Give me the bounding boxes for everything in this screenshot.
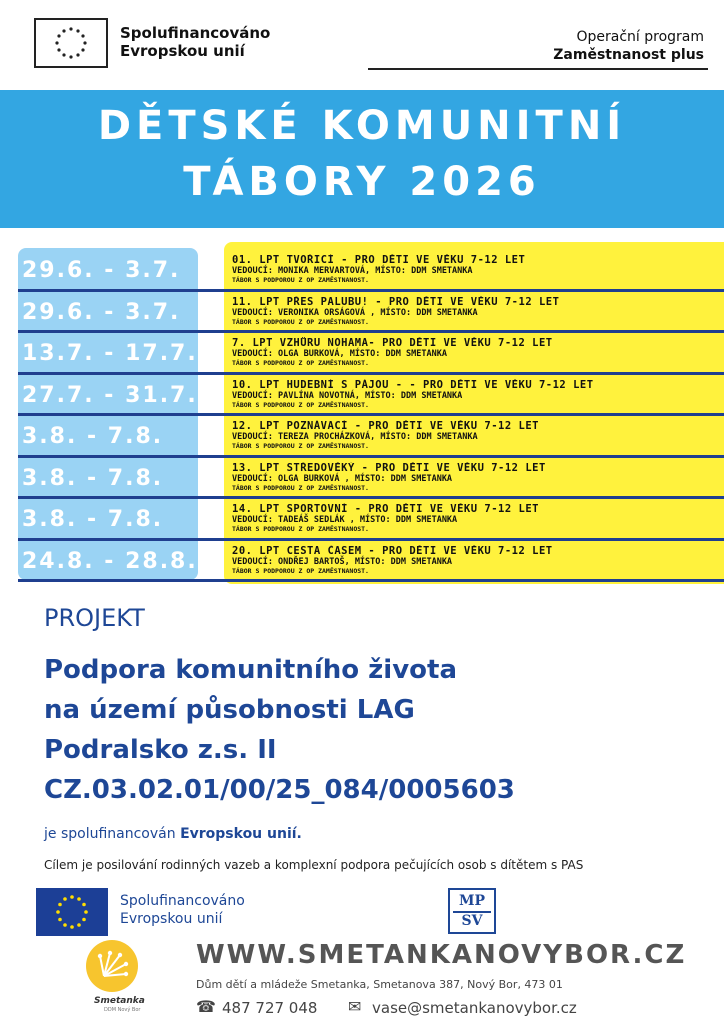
row-divider bbox=[18, 330, 724, 333]
title-line2: TÁBORY 2026 bbox=[183, 159, 541, 205]
row-divider bbox=[18, 413, 724, 416]
project-title-line: Podpora komunitního života bbox=[44, 655, 458, 685]
camp-dates: 3.8. - 7.8. bbox=[22, 424, 164, 449]
camp-title: 13. LPT STŘEDOVĚKÝ - PRO DĚTI VE VĚKU 7-12 LET bbox=[232, 461, 546, 474]
eu-flag-stars-icon bbox=[36, 888, 108, 936]
camp-dates: 3.8. - 7.8. bbox=[22, 465, 164, 491]
smetanka-rays-icon bbox=[86, 940, 138, 992]
mpsv-top: MP bbox=[458, 893, 486, 909]
camp-dates: 29.6. - 3.7. bbox=[22, 299, 181, 325]
project-title-line: Podralsko z.s. II bbox=[44, 735, 277, 765]
camp-details bbox=[232, 254, 712, 284]
mpsv-logo bbox=[448, 888, 496, 934]
camp-title: 01. LPT TVOŘICÍ - PRO DĚTI VE VĚKU 7-12 LET bbox=[232, 254, 526, 266]
cofin-prefix: je spolufinancován bbox=[44, 826, 181, 842]
camp-note: TÁBOR S PODPOROU Z OP ZAMĚSTNANOST. bbox=[232, 442, 369, 450]
camp-details bbox=[232, 337, 712, 367]
website-link[interactable]: WWW.SMETANKANOVYBOR.CZ bbox=[196, 940, 687, 970]
camp-note: TÁBOR S PODPOROU Z OP ZAMĚSTNANOST. bbox=[232, 276, 369, 284]
cofin-bold: Evropskou unií. bbox=[180, 826, 302, 842]
eu-footer-text bbox=[120, 892, 245, 928]
camp-dates: 27.7. - 31.7. bbox=[22, 382, 198, 408]
eu-stars-icon bbox=[36, 20, 106, 66]
camp-leader: VEDOUCÍ: TEREZA PROCHÁZKOVÁ, MÍSTO: DDM SMETANKA bbox=[232, 432, 478, 442]
eu-footer-line1: Spolufinancováno bbox=[120, 893, 245, 909]
phone-icon: ☎ bbox=[196, 997, 216, 1016]
camp-details bbox=[232, 379, 712, 409]
camp-note: TÁBOR S PODPOROU Z OP ZAMĚSTNANOST. bbox=[232, 525, 369, 533]
camp-title: 14. LPT SPORTOVNÍ - PRO DĚTI VE VĚKU 7-12 LET bbox=[232, 503, 539, 515]
header-divider bbox=[368, 68, 708, 70]
row-divider bbox=[18, 455, 724, 458]
cofinancing-note bbox=[44, 826, 302, 842]
camp-title: 11. LPT PŘES PALUBU! - PRO DĚTI VE VĚKU 7-12 LET bbox=[232, 295, 560, 308]
row-divider bbox=[18, 538, 724, 541]
project-label: PROJEKT bbox=[44, 604, 145, 632]
camp-leader: VEDOUCÍ: OLGA BURKOVÁ, MÍSTO: DDM SMETANKA bbox=[232, 349, 447, 359]
page-title bbox=[0, 98, 724, 210]
camp-leader: VEDOUCÍ: ONDŘEJ BARTOŠ, MÍSTO: DDM SMETANKA bbox=[232, 556, 453, 567]
title-line1: DĚTSKÉ KOMUNITNÍ bbox=[97, 103, 627, 149]
op-line1: Operační program bbox=[576, 29, 704, 45]
eu-emblem-box bbox=[34, 18, 108, 68]
project-code: CZ.03.02.01/00/25_084/0005603 bbox=[44, 775, 515, 805]
camp-leader: VEDOUCÍ: VERONIKA ORSÁGOVÁ , MÍSTO: DDM SMETANKA bbox=[232, 307, 478, 318]
op-line2: Zaměstnanost plus bbox=[553, 47, 704, 63]
row-divider bbox=[18, 579, 724, 582]
smetanka-name: Smetanka bbox=[94, 996, 145, 1006]
camp-dates: 29.6. - 3.7. bbox=[22, 258, 181, 283]
email-link[interactable]: vase@smetankanovybor.cz bbox=[372, 999, 577, 1017]
row-divider bbox=[18, 289, 724, 292]
phone-number[interactable]: 487 727 048 bbox=[222, 999, 318, 1017]
operational-program bbox=[553, 28, 704, 64]
camp-title: 12. LPT POZNÁVACÍ - PRO DĚTI VE VĚKU 7-12 LET bbox=[232, 420, 539, 432]
eu-cofinanced-text bbox=[120, 24, 270, 60]
camp-leader: VEDOUCÍ: OLGA BURKOVÁ , MÍSTO: DDM SMETANKA bbox=[232, 473, 453, 484]
project-title-line: na území působnosti LAG bbox=[44, 695, 415, 725]
camp-note: TÁBOR S PODPOROU Z OP ZAMĚSTNANOST. bbox=[232, 566, 369, 575]
address: Dům dětí a mládeže Smetanka, Smetanova 387, Nový Bor, 473 01 bbox=[196, 978, 563, 991]
camp-note: TÁBOR S PODPOROU Z OP ZAMĚSTNANOST. bbox=[232, 483, 369, 492]
row-divider bbox=[18, 496, 724, 499]
eu-line1: Spolufinancováno bbox=[120, 24, 271, 42]
camp-details bbox=[232, 545, 712, 575]
camp-title: 10. LPT HUDEBNÍ S PÁJOU - - PRO DĚTI VE VĚKU 7-12 LET bbox=[232, 378, 594, 391]
mpsv-bottom: SV bbox=[461, 913, 483, 929]
smetanka-logo-icon bbox=[86, 940, 138, 992]
camp-dates: 3.8. - 7.8. bbox=[22, 507, 164, 532]
camp-note: TÁBOR S PODPOROU Z OP ZAMĚSTNANOST. bbox=[232, 317, 369, 326]
camp-title: 20. LPT CESTA ČASEM - PRO DĚTI VE VĚKU 7-12 LET bbox=[232, 544, 553, 557]
mail-icon: ✉ bbox=[348, 997, 362, 1016]
camp-title: 7. LPT VZHŮRU NOHAMA- PRO DĚTI VE VĚKU 7-12 LET bbox=[232, 337, 553, 349]
camp-dates: 13.7. - 17.7. bbox=[22, 341, 198, 366]
camp-details bbox=[232, 420, 712, 450]
camp-dates: 24.8. - 28.8. bbox=[22, 548, 198, 574]
smetanka-sub: DDM Nový Bor bbox=[104, 1007, 141, 1013]
eu-line2: Evropskou unií bbox=[120, 42, 245, 60]
camp-details bbox=[232, 462, 712, 492]
eu-footer-line2: Evropskou unií bbox=[120, 911, 223, 927]
camp-leader: VEDOUCÍ: MONIKA MERVARTOVÁ, MÍSTO: DDM SMETANKA bbox=[232, 266, 473, 276]
project-goal: Cílem je posilování rodinných vazeb a komplexní podpora pečujících osob s dítětem s PAS bbox=[44, 858, 584, 872]
eu-flag-icon bbox=[36, 888, 108, 936]
row-divider bbox=[18, 372, 724, 375]
camp-leader: VEDOUCÍ: PAVLÍNA NOVOTNÁ, MÍSTO: DDM SMETANKA bbox=[232, 390, 463, 401]
camp-details bbox=[232, 503, 712, 533]
camp-note: TÁBOR S PODPOROU Z OP ZAMĚSTNANOST. bbox=[232, 359, 369, 367]
project-title bbox=[44, 650, 515, 810]
camp-leader: VEDOUCÍ: TADEÁŠ SEDLÁK , MÍSTO: DDM SMETANKA bbox=[232, 515, 458, 525]
camp-note: TÁBOR S PODPOROU Z OP ZAMĚSTNANOST. bbox=[232, 400, 369, 409]
camp-details bbox=[232, 296, 712, 326]
